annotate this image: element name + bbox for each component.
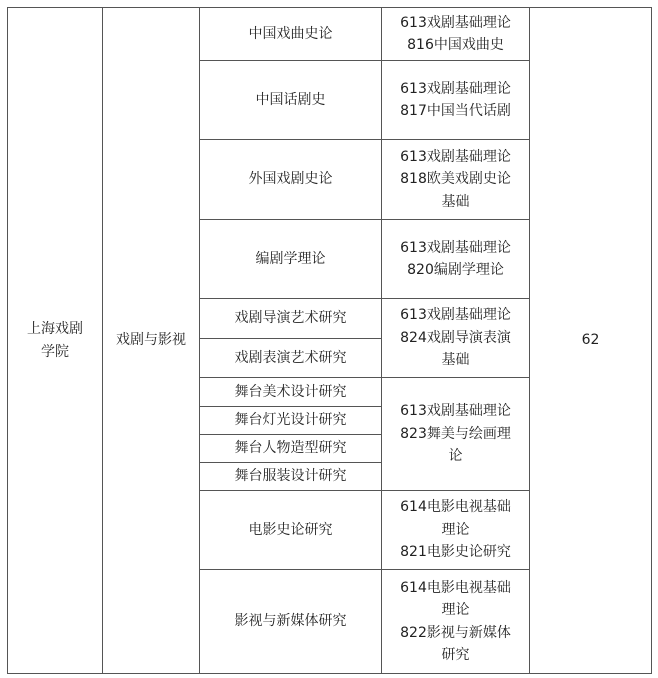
exam-subjects-cell [382,570,530,674]
exam-subject: 理论 [441,521,470,538]
exam-subject: 820编剧学理论 [407,262,504,278]
major-cell: 中国戏曲史论 [200,8,382,61]
exam-subject: 822影视与新媒体 [400,624,511,641]
school-name-line: 学院 [41,343,69,360]
major-exam-table [7,7,652,674]
exam-subject: 613戏剧基础理论 [400,239,511,256]
exam-subject: 824戏剧导演表演 [400,329,511,346]
exam-subject: 基础 [441,352,470,369]
major-cell: 戏剧导演艺术研究 [200,299,382,339]
major-cell: 舞台美术设计研究 [200,378,382,407]
exam-subject: 821电影史论研究 [400,544,511,561]
exam-subject: 823舞美与绘画理 [400,425,511,442]
exam-subject: 613戏剧基础理论 [400,148,511,165]
exam-subject: 基础 [441,193,470,210]
major-cell: 外国戏剧史论 [200,140,382,220]
exam-subject: 816中国戏曲史 [407,37,504,53]
enrollment-cell: 62 [530,8,652,674]
exam-subject: 817中国当代话剧 [400,103,511,119]
exam-subject: 818欧美戏剧史论 [400,171,511,188]
major-cell: 编剧学理论 [200,220,382,299]
table-row [8,8,652,61]
major-cell: 舞台灯光设计研究 [200,407,382,435]
exam-subject: 613戏剧基础理论 [400,403,511,420]
school-cell [8,8,103,674]
exam-subjects-cell [382,220,530,299]
exam-subject: 614电影电视基础 [400,579,511,596]
exam-subject: 614电影电视基础 [400,499,511,516]
major-cell: 影视与新媒体研究 [200,570,382,674]
exam-subject: 613戏剧基础理论 [400,80,511,97]
exam-subjects-cell [382,378,530,491]
exam-subject: 613戏剧基础理论 [400,307,511,324]
exam-subject: 论 [448,448,463,465]
exam-subjects-cell [382,8,530,61]
major-cell: 舞台人物造型研究 [200,435,382,463]
major-cell: 中国话剧史 [200,61,382,140]
school-name-line: 上海戏剧 [27,321,83,338]
exam-subjects-cell [382,299,530,378]
department-cell: 戏剧与影视 [103,8,200,674]
major-cell: 戏剧表演艺术研究 [200,339,382,378]
exam-subjects-cell [382,140,530,220]
exam-subject: 613戏剧基础理论 [400,14,511,31]
exam-subject: 研究 [441,646,470,663]
major-cell: 电影史论研究 [200,491,382,570]
exam-subject: 理论 [441,602,470,619]
exam-subjects-cell [382,61,530,140]
exam-subjects-cell [382,491,530,570]
major-cell: 舞台服装设计研究 [200,463,382,491]
